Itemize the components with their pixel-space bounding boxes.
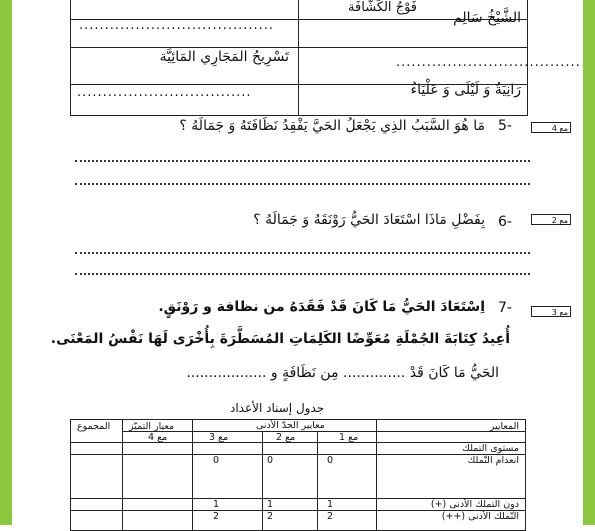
question-number-q6: 6- [498, 214, 512, 230]
row-label: انعدام التّملك [467, 455, 519, 466]
row-value: 2 [267, 511, 274, 522]
answer-line[interactable] [75, 183, 530, 186]
row-label: مستوى التملك [462, 443, 519, 454]
subheader-c1: مع 1 [339, 432, 359, 443]
table-cell-row2-right: .................................... [396, 55, 581, 70]
subheader-c2: مع 2 [276, 432, 296, 443]
grid-line [71, 454, 525, 455]
table-cell-row1-left: ...................................... [79, 18, 275, 33]
answer-line[interactable] [75, 160, 530, 163]
fill-in-sentence[interactable]: الحَيُّ مَا كَانَ قَدْ .............. مِن نَظَافَةٍ و .................. [186, 365, 499, 381]
table-cell-row2-left: تَسْرِيحُ المَجَارِي المَائِيَّة [159, 49, 289, 65]
answer-line[interactable] [75, 273, 530, 276]
table-column-divider [298, 0, 299, 115]
page-border-left [0, 0, 12, 525]
page-border-right [583, 0, 595, 525]
grid-line [262, 431, 263, 530]
subheader-c4: مع 4 [148, 432, 168, 443]
grid-line [192, 420, 193, 530]
table-cell-row3-right: رَانِيَةُ وَ لَيْلَى وَ عَلْيَاءُ [410, 82, 521, 98]
row-value: 2 [327, 511, 334, 522]
question-number-q5: 5- [498, 118, 512, 134]
criterion-box-q6: مع 2 [531, 214, 571, 225]
row-label: التّملك الأدنى (++) [441, 511, 519, 522]
table-cell-row1-right: الشَّيْخُ سَالِم [453, 10, 521, 26]
subheader-c3: مع 3 [209, 432, 229, 443]
header-total: المجموع [77, 421, 111, 432]
row-label: دون التملك الأدنى (+) [430, 499, 519, 510]
table-cell-row3-left: .................................. [77, 85, 252, 100]
row-value: 1 [327, 499, 334, 510]
row-value: 2 [213, 511, 220, 522]
question-text-q5: مَا هُوَ السَّبَبُ الذِي يَجْعَلُ الحَيَّ يَفْقِدُ نَظَافَتَهُ وَ جَمَالَهُ ؟ [179, 118, 485, 134]
header-min-criteria: معايير الحدّ الأدنى [256, 420, 325, 431]
row-value: 0 [327, 455, 334, 466]
grid-line [122, 431, 525, 432]
header-criteria: المعايير [489, 421, 519, 432]
grid-line [317, 431, 318, 530]
answers-table [70, 0, 581, 116]
grid-line [71, 442, 525, 443]
question-number-q7: 7- [498, 300, 512, 316]
table-divider [71, 47, 527, 48]
question-text-q7: اِسْتَعَادَ الحَيُّ مَا كَانَ قَدْ فَقَدَهُ من نظافة و رَوْنَقٍ. [158, 299, 485, 315]
row-value: 1 [267, 499, 274, 510]
row-value: 1 [213, 499, 220, 510]
grid-line [122, 420, 123, 530]
grid-line [376, 420, 377, 530]
criterion-box-q5: مع 4 [531, 122, 571, 133]
row-value: 0 [213, 455, 220, 466]
answer-line[interactable] [75, 252, 530, 255]
grading-table-title: جدول إسناد الأعداد [230, 401, 325, 415]
row-value: 0 [267, 455, 274, 466]
table-cell-row0: فَوْجُ الكَشَّافَة [348, 0, 417, 15]
instruction-text: أُعِيدُ كِتَابَةَ الجُمْلَةِ مُعَوِّضًا الكَلِمَاتِ المُسَطَّرَةَ بِأُخْرَى لَهَا نَفْسُ المَعْنَى. [50, 331, 510, 347]
header-excellence: معيار التميّز [129, 421, 175, 432]
criterion-box-q7: مع 3 [531, 306, 571, 317]
grading-table [70, 419, 526, 531]
question-text-q6: بِفَضْلِ مَاذَا اسْتَعَادَ الحَيُّ رَوْنَقَهُ وَ جَمَالَهُ ؟ [253, 212, 485, 228]
